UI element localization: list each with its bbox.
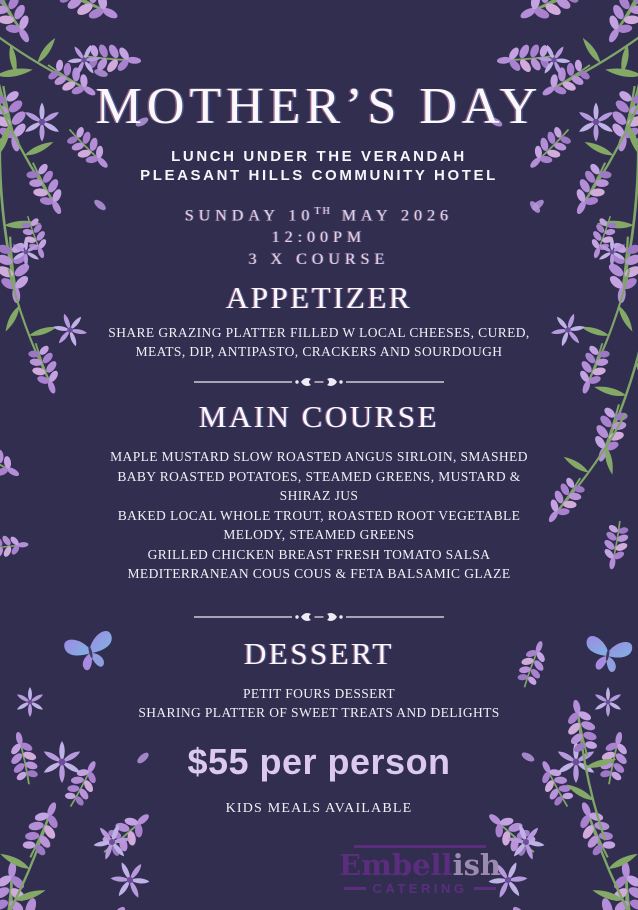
section-heading-dessert: DESSERT [244,635,394,671]
logo-dash-right [474,887,496,890]
dessert-line: SHARING PLATTER OF SWEET TREATS AND DELIGHTS [138,704,500,720]
brand-name-main: Embell [339,848,453,882]
ornamental-divider [0,610,638,622]
section-heading-main-course: MAIN COURSE [198,399,440,435]
date-ordinal: TH [314,206,332,217]
appetizer-line: MEATS, DIP, ANTIPASTO, CRACKERS AND SOURDOUGH [135,344,503,360]
menu-content [0,78,638,818]
date-suffix: MAY 2026 [341,207,454,225]
brand-subtitle [332,881,508,896]
main-course-line: MEDITERRANEAN COUS COUS & FETA BALSAMIC GLAZE [127,566,511,582]
main-course-description [0,447,638,584]
main-course-line: SHIRAZ JUS [279,488,359,504]
event-subtitle [0,147,638,185]
event-date [0,201,638,227]
main-course-line: BABY ROASTED POTATOES, STEAMED GREENS, MUSTARD & [117,468,521,484]
price-text: $55 per person [187,740,451,782]
brand-name-tail: ish [452,848,501,882]
dessert-line: PETIT FOURS DESSERT [242,685,396,701]
ornamental-divider [0,375,638,387]
kids-meals-note: KIDS MEALS AVAILABLE [225,800,413,816]
event-time: 12:00PM [271,229,367,247]
course-count: 3 X COURSE [248,251,390,269]
appetizer-line: SHARE GRAZING PLATTER FILLED W LOCAL CHEESES, CURED, [108,325,530,341]
main-course-line: MAPLE MUSTARD SLOW ROASTED ANGUS SIRLOIN, SMASHED [110,449,528,465]
subtitle-line-1: LUNCH UNDER THE VERANDAH [171,148,467,165]
subtitle-line-2: PLEASANT HILLS COMMUNITY HOTEL [140,167,498,184]
brand-name [332,849,508,881]
catering-logo [332,845,508,896]
logo-dash-left [344,887,366,890]
appetizer-description [0,323,638,361]
main-course-line: MELODY, STEAMED GREENS [223,527,415,543]
main-course-line: GRILLED CHICKEN BREAST FRESH TOMATO SALSA [147,546,491,562]
page-title: MOTHER’S DAY [95,78,543,135]
dessert-description [0,684,638,722]
section-heading-appetizer: APPETIZER [225,280,413,316]
main-course-line: BAKED LOCAL WHOLE TROUT, ROASTED ROOT VEGETABLE [117,507,521,523]
date-prefix: SUNDAY 10 [184,207,315,225]
brand-subtitle-text: CATERING [372,881,468,896]
